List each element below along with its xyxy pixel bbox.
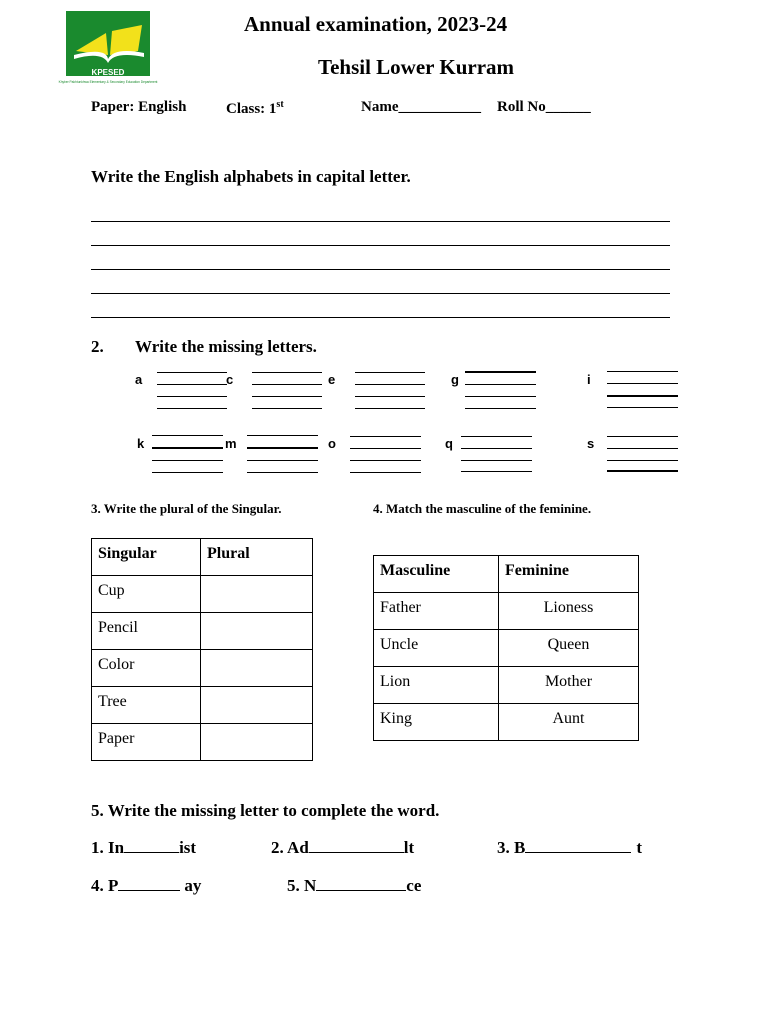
letter-label: k — [137, 436, 145, 451]
table-row — [374, 704, 639, 741]
table-row — [374, 667, 639, 704]
letter-label: s — [587, 436, 595, 451]
table-row — [92, 650, 313, 687]
answer-line — [91, 293, 670, 294]
table-row — [92, 724, 313, 761]
class-label: Class: 1st — [226, 99, 284, 117]
singular-cell: Color — [92, 650, 201, 687]
kpesed-logo — [58, 11, 158, 88]
answer-line — [91, 221, 670, 222]
letter-label: g — [451, 372, 459, 387]
q4-title: 4. Match the masculine of the feminine. — [373, 501, 592, 516]
logo-subtext: Khyber Pakhtunkhwa Elementary & Secondary Education Department — [58, 80, 158, 84]
answer-cell[interactable] — [201, 613, 313, 650]
answer-line — [91, 245, 670, 246]
word-item-4: 4. P ay — [91, 876, 202, 895]
masculine-cell: King — [374, 704, 499, 741]
singular-cell: Tree — [92, 687, 201, 724]
feminine-cell: Lioness — [499, 593, 639, 630]
blank-line — [124, 838, 179, 853]
answer-cell[interactable] — [201, 724, 313, 761]
q2-number: 2. — [91, 337, 104, 356]
table-row — [92, 687, 313, 724]
column-header: Masculine — [374, 556, 499, 593]
table-row — [374, 593, 639, 630]
letter-label: e — [328, 372, 336, 387]
q3-title: 3. Write the plural of the Singular. — [91, 501, 282, 516]
column-header: Singular — [92, 539, 201, 576]
book-logo-icon — [58, 11, 158, 88]
singular-cell: Pencil — [92, 613, 201, 650]
q2-title: Write the missing letters. — [135, 337, 317, 356]
word-item-3: 3. B t — [497, 838, 643, 857]
letter-label: i — [587, 372, 591, 387]
masculine-cell: Uncle — [374, 630, 499, 667]
table-row — [92, 576, 313, 613]
column-header: Plural — [201, 539, 313, 576]
column-header: Feminine — [499, 556, 639, 593]
letter-label: q — [445, 436, 453, 451]
answer-cell[interactable] — [201, 650, 313, 687]
feminine-cell: Aunt — [499, 704, 639, 741]
word-item-2: 2. Ad lt — [271, 838, 415, 857]
singular-cell: Paper — [92, 724, 201, 761]
logo-text: KPESED — [91, 68, 125, 77]
blank-line — [525, 838, 631, 853]
name-field: Name___________ — [361, 99, 481, 115]
q1-title: Write the English alphabets in capital letter. — [91, 167, 411, 186]
blank-line — [118, 876, 180, 891]
letter-label: o — [328, 436, 336, 451]
q5-title: 5. Write the missing letter to complete the word. — [91, 801, 440, 820]
letter-label: a — [135, 372, 143, 387]
answer-line — [91, 317, 670, 318]
masculine-cell: Lion — [374, 667, 499, 704]
match-table — [373, 555, 639, 741]
letter-label: m — [225, 436, 237, 451]
exam-title: Annual examination, 2023-24 — [244, 12, 508, 36]
masculine-cell: Father — [374, 593, 499, 630]
exam-subtitle: Tehsil Lower Kurram — [318, 55, 515, 79]
feminine-cell: Queen — [499, 630, 639, 667]
blank-line — [309, 838, 404, 853]
paper-label: Paper: English — [91, 99, 187, 115]
feminine-cell: Mother — [499, 667, 639, 704]
answer-cell[interactable] — [201, 687, 313, 724]
plural-table — [91, 538, 313, 761]
roll-field: Roll No______ — [497, 99, 591, 115]
table-row — [92, 613, 313, 650]
word-item-1: 1. In ist — [91, 838, 197, 857]
blank-line — [316, 876, 406, 891]
answer-cell[interactable] — [201, 576, 313, 613]
answer-line — [91, 269, 670, 270]
letter-label: c — [226, 372, 234, 387]
singular-cell: Cup — [92, 576, 201, 613]
table-row — [374, 630, 639, 667]
word-item-5: 5. N ce — [287, 876, 422, 895]
